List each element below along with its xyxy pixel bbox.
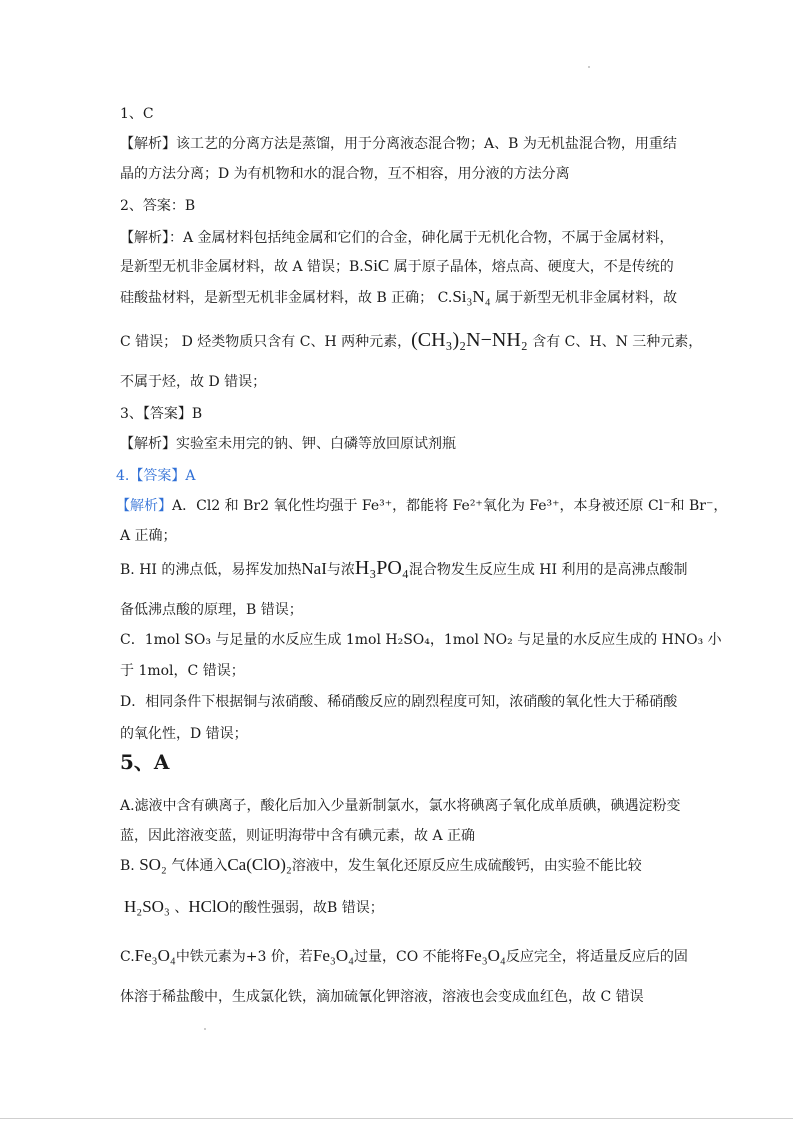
q5-c-text-a: C.: [120, 949, 135, 965]
q5-option-a-line1: A.滤液中含有碘离子，酸化后加入少量新制氯水，氯水将碘离子氧化成单质碘，碘遇淀粉变: [120, 798, 681, 814]
q2-l3-text-a: 硅酸盐材料，是新型无机非金属材料，故 B 正确； C.: [120, 290, 453, 306]
formula-dimethylhydrazine: (CH₃)₂N−NH₂: [411, 329, 528, 351]
q2-analysis-line5: 不属于烃，故 D 错误；: [120, 374, 267, 390]
q4-option-d-line1: D．相同条件下根据铜与浓硝酸、稀硝酸反应的剧烈程度可知，浓硝酸的氧化性大于稀硝酸: [120, 694, 678, 710]
q2-l2-text-b: 属于原子晶体，熔点高、硬度大，不是传统的: [389, 259, 674, 275]
q5-c-text-m2: 过量，CO 不能将: [354, 949, 465, 965]
q2-analysis-line3: [120, 287, 677, 308]
q4-option-c-line1: C．1mol SO₃ 与足量的水反应生成 1mol H₂SO₄，1mol NO₂ 与足量的水反应生成的 HNO₃ 小: [120, 632, 722, 648]
q4-option-b-line2: 备低沸点酸的原理，B 错误；: [120, 602, 303, 618]
q5-option-b-line2: [124, 897, 384, 918]
q4-b-text-m: 与浓: [326, 562, 355, 578]
q5-b-text-a: B.: [120, 858, 140, 874]
q5-c-text-b: 反应完全，将适量反应后的固: [505, 949, 688, 965]
q5-b2-text-m: 、: [169, 900, 189, 916]
q4-answer: 4.【答案】A: [116, 468, 196, 484]
q5-b-text-m: 气体通入: [166, 858, 228, 874]
page-bottom-rule: [0, 1118, 793, 1119]
q4-option-c-line2: 于 1mol，C 错误；: [120, 663, 245, 679]
q3-analysis: 【解析】实验室未用完的钠、钾、白磷等放回原试剂瓶: [120, 436, 456, 452]
q5-b2-text-b: 的酸性强弱，故B 错误；: [228, 900, 384, 916]
q5-option-c-line2: 体溶于稀盐酸中，生成氯化铁，滴加硫氰化钾溶液，溶液也会变成血红色，故 C 错误: [120, 989, 644, 1005]
q4-b-text-b: 混合物发生反应生成 HI 利用的是高沸点酸制: [408, 562, 688, 578]
q2-analysis-line4: [120, 330, 702, 352]
q5-option-c-line1: [120, 946, 688, 967]
q2-l4-text-a: C 错误； D 烃类物质只含有 C、H 两种元素，: [120, 334, 412, 350]
q3-answer: 3、【答案】B: [120, 406, 203, 422]
q4-option-a-line2: A 正确；: [120, 528, 177, 544]
q4-option-d-line2: 的氧化性，D 错误；: [120, 726, 248, 742]
q2-l3-text-b: 属于新型无机非金属材料，故: [490, 290, 678, 306]
formula-hclo: HClO: [188, 897, 229, 916]
formula-so2: SO₂: [139, 855, 167, 874]
formula-fe3o4-1: Fe₃O₄: [134, 946, 176, 965]
scan-speck: [204, 1028, 206, 1030]
q2-analysis-line1: 【解析】：A 金属材料包括纯金属和它们的合金，砷化属于无机化合物，不属于金属材料，: [120, 230, 674, 246]
q2-l2-text-a: 是新型无机非金属材料，故 A 错误；B.: [120, 259, 364, 275]
formula-h3po4: H₃PO₄: [354, 557, 409, 579]
formula-fe3o4-3: Fe₃O₄: [464, 946, 506, 965]
formula-fe3o4-2: Fe₃O₄: [312, 946, 355, 965]
q4-option-b-line1: [120, 558, 687, 580]
formula-si3n4: Si₃N₄: [452, 287, 491, 306]
q1-answer: 1、C: [120, 106, 154, 122]
q5-b-text-b: 溶液中，发生氧化还原反应生成硫酸钙，由实验不能比较: [291, 858, 642, 874]
q5-option-b-line1: [120, 855, 642, 876]
formula-nai: NaI: [301, 559, 327, 578]
scan-speck: [588, 66, 590, 68]
q5-option-a-line2: 蓝，因此溶液变蓝，则证明海带中含有碘元素，故 A 正确: [120, 828, 476, 844]
q5-c-text-m1: 中铁元素为+3 价，若: [175, 949, 313, 965]
q4-b-text-a: B. HI 的沸点低，易挥发加热: [120, 562, 302, 578]
formula-ca-clo-2: Ca(ClO)₂: [227, 855, 292, 874]
q2-analysis-line2: [120, 256, 674, 277]
formula-sic: SiC: [363, 256, 390, 275]
q2-l4-text-b: 含有 C、H、N 三种元素，: [527, 334, 703, 350]
q2-answer: 2、答案：B: [120, 198, 196, 214]
q4-option-a-line1: [116, 496, 727, 516]
q4-analysis-tag: 【解析】: [116, 498, 172, 514]
q1-analysis-line2: 晶的方法分离；D 为有机物和水的混合物，互不相容，用分液的方法分离: [120, 166, 570, 182]
q1-analysis-line1: 【解析】该工艺的分离方法是蒸馏，用于分离液态混合物；A、B 为无机盐混合物，用重结: [120, 136, 677, 152]
q4-a-text: A．Cl2 和 Br2 氧化性均强于 Fe³⁺，都能将 Fe²⁺氧化为 Fe³⁺，本身被还原 Cl⁻和 Br⁻，: [172, 498, 728, 514]
q5-answer: 5、A: [120, 750, 170, 774]
formula-h2so3: H₂SO₃: [124, 897, 170, 916]
